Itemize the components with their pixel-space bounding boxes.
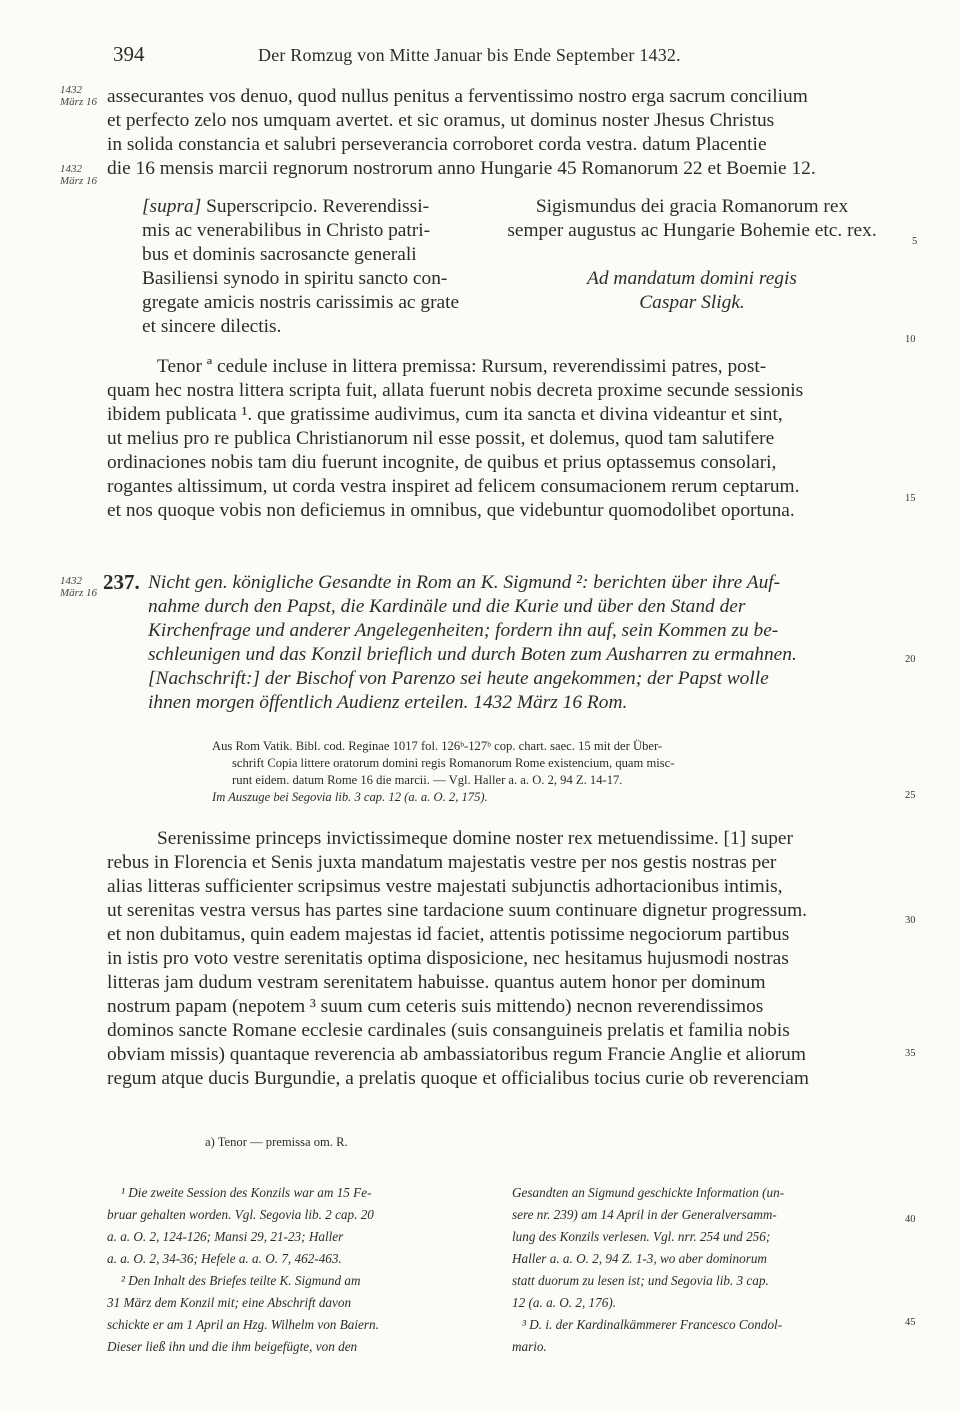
- text-line: Nicht gen. königliche Gesandte in Rom an K. Sigmund ²: berichten über ihre Auf-: [148, 572, 781, 593]
- footnotes-left: [107, 1182, 492, 1358]
- text-line: et perfecto zelo nos umquam avertet. et sic oramus, ut dominus noster Jhesus Christus: [107, 110, 775, 131]
- footnotes-right: [512, 1182, 897, 1358]
- text-line: schleunigen und das Konzil brieflich und durch Boten zum Ausharren zu ermahnen.: [148, 644, 797, 665]
- running-head-title: Der Romzug von Mitte Januar bis Ende September 1432.: [258, 45, 681, 65]
- text-line: nahme durch den Papst, die Kardinäle und die Kurie und über den Stand der: [148, 596, 746, 617]
- superscription-text: Superscripcio. Reverendissi-: [201, 196, 430, 217]
- footnote-line: a. a. O. 2, 34-36; Hefele a. a. O. 7, 462-463.: [107, 1251, 342, 1266]
- line-number: 10: [905, 334, 916, 345]
- line-number: 5: [912, 236, 918, 247]
- text-line: et non dubitamus, quin eadem majestas id faciet, attentis potissime negociorum partibus: [107, 924, 790, 945]
- critical-apparatus: a) Tenor — premissa om. R.: [205, 1135, 348, 1149]
- text-line: Im Auszuge bei Segovia lib. 3 cap. 12 (a. a. O. 2, 175).: [212, 790, 488, 804]
- line-number: 45: [905, 1317, 916, 1328]
- text-line: Kirchenfrage und anderer Angelegenheiten; fordern ihn auf, sein Kommen zu be-: [148, 620, 779, 641]
- text-line: in solida constancia et salubri perseverancia corroboret corda vestra. datum Placentie: [107, 134, 767, 155]
- footnote-line: 12 (a. a. O. 2, 176).: [512, 1295, 617, 1310]
- text-line: assecurantes vos denuo, quod nullus penitus a ferventissimo nostro erga sacrum concilium: [107, 86, 808, 107]
- running-header: [0, 42, 960, 72]
- margin-year: 1432: [60, 575, 82, 587]
- text-line: [Nachschrift:] der Bischof von Parenzo sei heute angekommen; der Papst wolle: [148, 668, 769, 689]
- text-line: [142, 195, 459, 219]
- footnote-line: sere nr. 239) am 14 April in der Generalversamm-: [512, 1207, 777, 1222]
- line-number: 30: [905, 915, 916, 926]
- line-number: 35: [905, 1048, 916, 1059]
- text-line: et sincere dilectis.: [142, 316, 282, 337]
- text-line: quam hec nostra littera scripta fuit, allata fuerunt nobis decreta proxime secunde sessionis: [107, 380, 804, 401]
- text-line: Serenissime princeps invictissimeque domine noster rex metuendissime. [1] super: [157, 828, 793, 849]
- margin-date-3: [60, 575, 97, 599]
- text-line: nostrum papam (nepotem ³ suum cum ceteris suis mittendo) necnon reverendissimos: [107, 996, 764, 1017]
- footnote-line: mario.: [512, 1339, 547, 1354]
- text-line: runt eidem. datum Rome 16 die marcii. — Vgl. Haller a. a. O. 2, 94 Z. 14-17.: [232, 773, 623, 787]
- margin-date-2: [60, 163, 97, 187]
- text-line: ut melius pro re publica Christianorum nil esse possit, et dolemus, quod tam salutifere: [107, 428, 775, 449]
- footnote-line: lung des Konzils verlesen. Vgl. nrr. 254 und 256;: [512, 1229, 771, 1244]
- footnote-line: statt duorum zu lesen ist; und Segovia lib. 3 cap.: [512, 1273, 769, 1288]
- text-line: Tenor ª cedule incluse in littera premissa: Rursum, reverendissimi patres, post-: [157, 356, 767, 377]
- text-line: ihnen morgen öffentlich Audienz erteilen. 1432 März 16 Rom.: [148, 692, 628, 713]
- text-line: litteras jam dudum vestram serenitatem habuisse. quantus autem honor per dominum: [107, 972, 766, 993]
- footnote-line: Dieser ließ ihn und die ihm beigefügte, von den: [107, 1339, 358, 1354]
- page-number: 394: [113, 42, 145, 66]
- text-line: et nos quoque vobis non deficiemus in omnibus, que videbuntur quomodolibet oportuna.: [107, 500, 795, 521]
- margin-date-1: [60, 84, 97, 108]
- margin-day: März 16: [60, 96, 97, 108]
- line-number: 20: [905, 654, 916, 665]
- text-line: ut serenitas vestra versus has partes sine tardacione suum continuare dignetur progressum.: [107, 900, 808, 921]
- footnote-line: bruar gehalten worden. Vgl. Segovia lib. 2 cap. 20: [107, 1207, 374, 1222]
- footnote-line: ² Den Inhalt des Briefes teilte K. Sigmund am: [121, 1273, 361, 1288]
- footnote-line: ³ D. i. der Kardinalkämmerer Francesco Condol-: [522, 1317, 783, 1332]
- footnote-line: schickte er am 1 April an Hzg. Wilhelm von Baiern.: [107, 1317, 379, 1332]
- text-line: in istis pro voto vestre serenitatis optima disposicione, nec hesitamus hujusmodi nostras: [107, 948, 789, 969]
- text-line: schrift Copia littere oratorum domini regis Romanorum Rome existencium, quam misc-: [232, 756, 675, 770]
- footnote-line: 31 März dem Konzil mit; eine Abschrift davon: [107, 1295, 352, 1310]
- letter-closing: [107, 85, 816, 181]
- margin-day: März 16: [60, 587, 97, 599]
- signature-line: semper augustus ac Hungarie Bohemie etc. rex.: [507, 220, 877, 241]
- source-note: [212, 738, 674, 806]
- cedule-text: [107, 355, 803, 523]
- letter-body: [107, 827, 809, 1091]
- text-line: Aus Rom Vatik. Bibl. cod. Reginae 1017 fol. 126ᵇ-127ᵇ cop. chart. saec. 15 mit der Über-: [212, 739, 663, 753]
- text-line: alias litteras sufficienter scripsimus vestre majestati subjunctis adhortacionibus intimis,: [107, 876, 783, 897]
- margin-year: 1432: [60, 163, 82, 175]
- margin-year: 1432: [60, 84, 82, 96]
- text-line: regum atque ducis Burgundie, a prelatis quoque et officialibus tocius curie ob reverenciam: [107, 1068, 809, 1089]
- signature-block: [482, 195, 902, 315]
- text-line: Basiliensi synodo in spiritu sancto con-: [142, 268, 448, 289]
- text-line: die 16 mensis marcii regnorum nostrorum anno Hungarie 45 Romanorum 22 et Boemie 12.: [107, 158, 816, 179]
- text-line: ordinaciones nobis tam diu fuerunt incognite, de quibus et prius optassemus consolari,: [107, 452, 777, 473]
- footnote-line: Haller a. a. O. 2, 94 Z. 1-3, wo aber dominorum: [512, 1251, 767, 1266]
- footnote-line: ¹ Die zweite Session des Konzils war am 15 Fe-: [121, 1185, 372, 1200]
- text-line: obviam missis) quantaque reverencia ab ambassiatoribus regum Francie Anglie et aliorum: [107, 1044, 806, 1065]
- text-line: rebus in Florencia et Senis juxta mandatum majestatis vestre per nos gestis nostras per: [107, 852, 777, 873]
- supra-mark: [supra]: [142, 196, 202, 217]
- footnote-line: Gesandten an Sigmund geschickte Information (un-: [512, 1185, 785, 1200]
- mandate-line: Caspar Sligk.: [639, 292, 745, 313]
- text-line: ibidem publicata ¹. que gratissime audivimus, cum ita sancta et divina videantur et sint,: [107, 404, 783, 425]
- signature-line: Sigismundus dei gracia Romanorum rex: [535, 196, 849, 217]
- line-number: 40: [905, 1214, 916, 1225]
- footnote-line: a. a. O. 2, 124-126; Mansi 29, 21-23; Haller: [107, 1229, 344, 1244]
- text-line: bus et dominis sacrosancte generali: [142, 244, 417, 265]
- line-number: 25: [905, 790, 916, 801]
- text-line: mis ac venerabilibus in Christo patri-: [142, 220, 431, 241]
- line-number: 15: [905, 493, 916, 504]
- text-line: gregate amicis nostris carissimis ac grate: [142, 292, 460, 313]
- regest-summary: [148, 571, 797, 715]
- superscription: [142, 195, 459, 339]
- text-line: rogantes altissimum, ut corda vestra inspiret ad felicem consumacionem rerum ceptarum.: [107, 476, 800, 497]
- margin-day: März 16: [60, 175, 97, 187]
- mandate-line: Ad mandatum domini regis: [587, 268, 797, 289]
- text-line: dominos sancte Romane ecclesie cardinales (suis consanguineis prelatis et familia nobis: [107, 1020, 790, 1041]
- document-number: 237.: [103, 570, 140, 594]
